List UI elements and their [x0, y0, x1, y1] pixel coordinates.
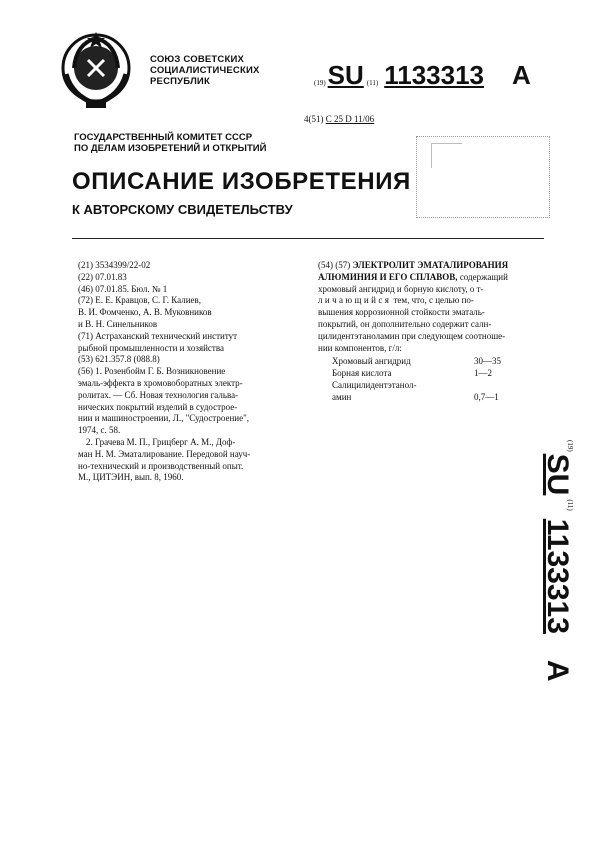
- biblio-line: и В. Н. Синельников: [78, 318, 158, 329]
- biblio-line: (72) Е. Е. Кравцов, С. Г. Калиев,: [78, 295, 202, 306]
- patent-kind: A: [512, 60, 531, 90]
- stamp-area: [416, 136, 550, 218]
- number-code-label: (11): [366, 79, 379, 87]
- biblio-line: (21) 3534399/22-02: [78, 260, 151, 270]
- abstract-claim: (54) (57) ЭЛЕКТРОЛИТ ЭМАТАЛИРОВАНИЯ АЛЮМИНИЯ И ЕГО СПЛАВОВ, содержащий хромовый ангидрид и борную кислоту, о т- личающийся тем, что, с целью по- вышения коррозионной стойкости эматаль- покрытий, он дополнительно содержит салн- цилидентэтаноламин при следующем соотноше- нии компонентов, г/л: Хромовый ангидрид 30—35 Борная кислота 1—2 Салицилидентэтанол- амин 0,7—1: [318, 260, 509, 402]
- biblio-line: (53) 621.357.8 (088.8): [78, 354, 160, 365]
- biblio-line: (56) 1. Розенбойм Г. Б. Возникновение: [78, 366, 226, 377]
- biblio-line: ролитах. — Сб. Новая технология гальва-: [78, 389, 239, 400]
- component-row: амин 0,7—1: [332, 391, 499, 402]
- component-row: Борная кислота 1—2: [332, 368, 492, 379]
- component-row: Салицилидентэтанол-: [332, 379, 417, 390]
- ussr-emblem-icon: [58, 30, 134, 112]
- biblio-line: (46) 07.01.85. Бюл. № 1: [78, 283, 168, 294]
- components-table: [318, 356, 508, 403]
- biblio-line: нических покрытий изделий в судострое-: [78, 401, 238, 412]
- biblio-line: 1974, с. 58.: [78, 425, 121, 436]
- bibliographic-data: [78, 260, 300, 484]
- biblio-line: В. И. Фомченко, А. В. Муковников: [78, 307, 212, 318]
- biblio-line: эмаль-эффекта в хромовоборатных электр-: [78, 377, 243, 388]
- biblio-line: 2. Грачева М. П., Грицберг А. М., Доф-: [86, 436, 236, 447]
- biblio-line: ман Н. М. Эматалирование. Передовой науч-: [78, 448, 251, 459]
- biblio-line: (22) 07.01.83: [78, 271, 127, 282]
- country-code: SU: [327, 60, 364, 90]
- biblio-line: М., ЦИТЭИН, вып. 8, 1960.: [78, 472, 184, 483]
- country-name: СОЮЗ СОВЕТСКИХ СОЦИАЛИСТИЧЕСКИХ РЕСПУБЛИК: [150, 54, 260, 87]
- side-patent-number: (19) SU (11) 1133313 A: [541, 440, 574, 682]
- biblio-line: но-технический и производственный опыт.: [78, 460, 244, 471]
- component-row: Хромовый ангидрид 30—35: [332, 356, 501, 367]
- stamp-mark: [431, 143, 462, 168]
- document-subtitle: К АВТОРСКОМУ СВИДЕТЕЛЬСТВУ: [72, 202, 293, 217]
- patent-number: 1133313: [384, 60, 484, 90]
- biblio-line: нии и машиностроении, Л., "Судостроение",: [78, 413, 250, 424]
- biblio-line: (71) Астраханский технический институт: [78, 330, 238, 341]
- ipc-classification: 4(51) С 25 D 11/06: [304, 114, 375, 124]
- committee-name: ГОСУДАРСТВЕННЫЙ КОМИТЕТ СССР ПО ДЕЛАМ ИЗОБРЕТЕНИЙ И ОТКРЫТИЙ: [74, 132, 267, 154]
- document-title: ОПИСАНИЕ ИЗОБРЕТЕНИЯ: [72, 168, 411, 195]
- country-code-label: (19): [314, 79, 326, 87]
- divider: [72, 238, 544, 239]
- patent-number-header: [314, 60, 531, 91]
- biblio-line: рыбной промышленности и хозяйства: [78, 342, 224, 353]
